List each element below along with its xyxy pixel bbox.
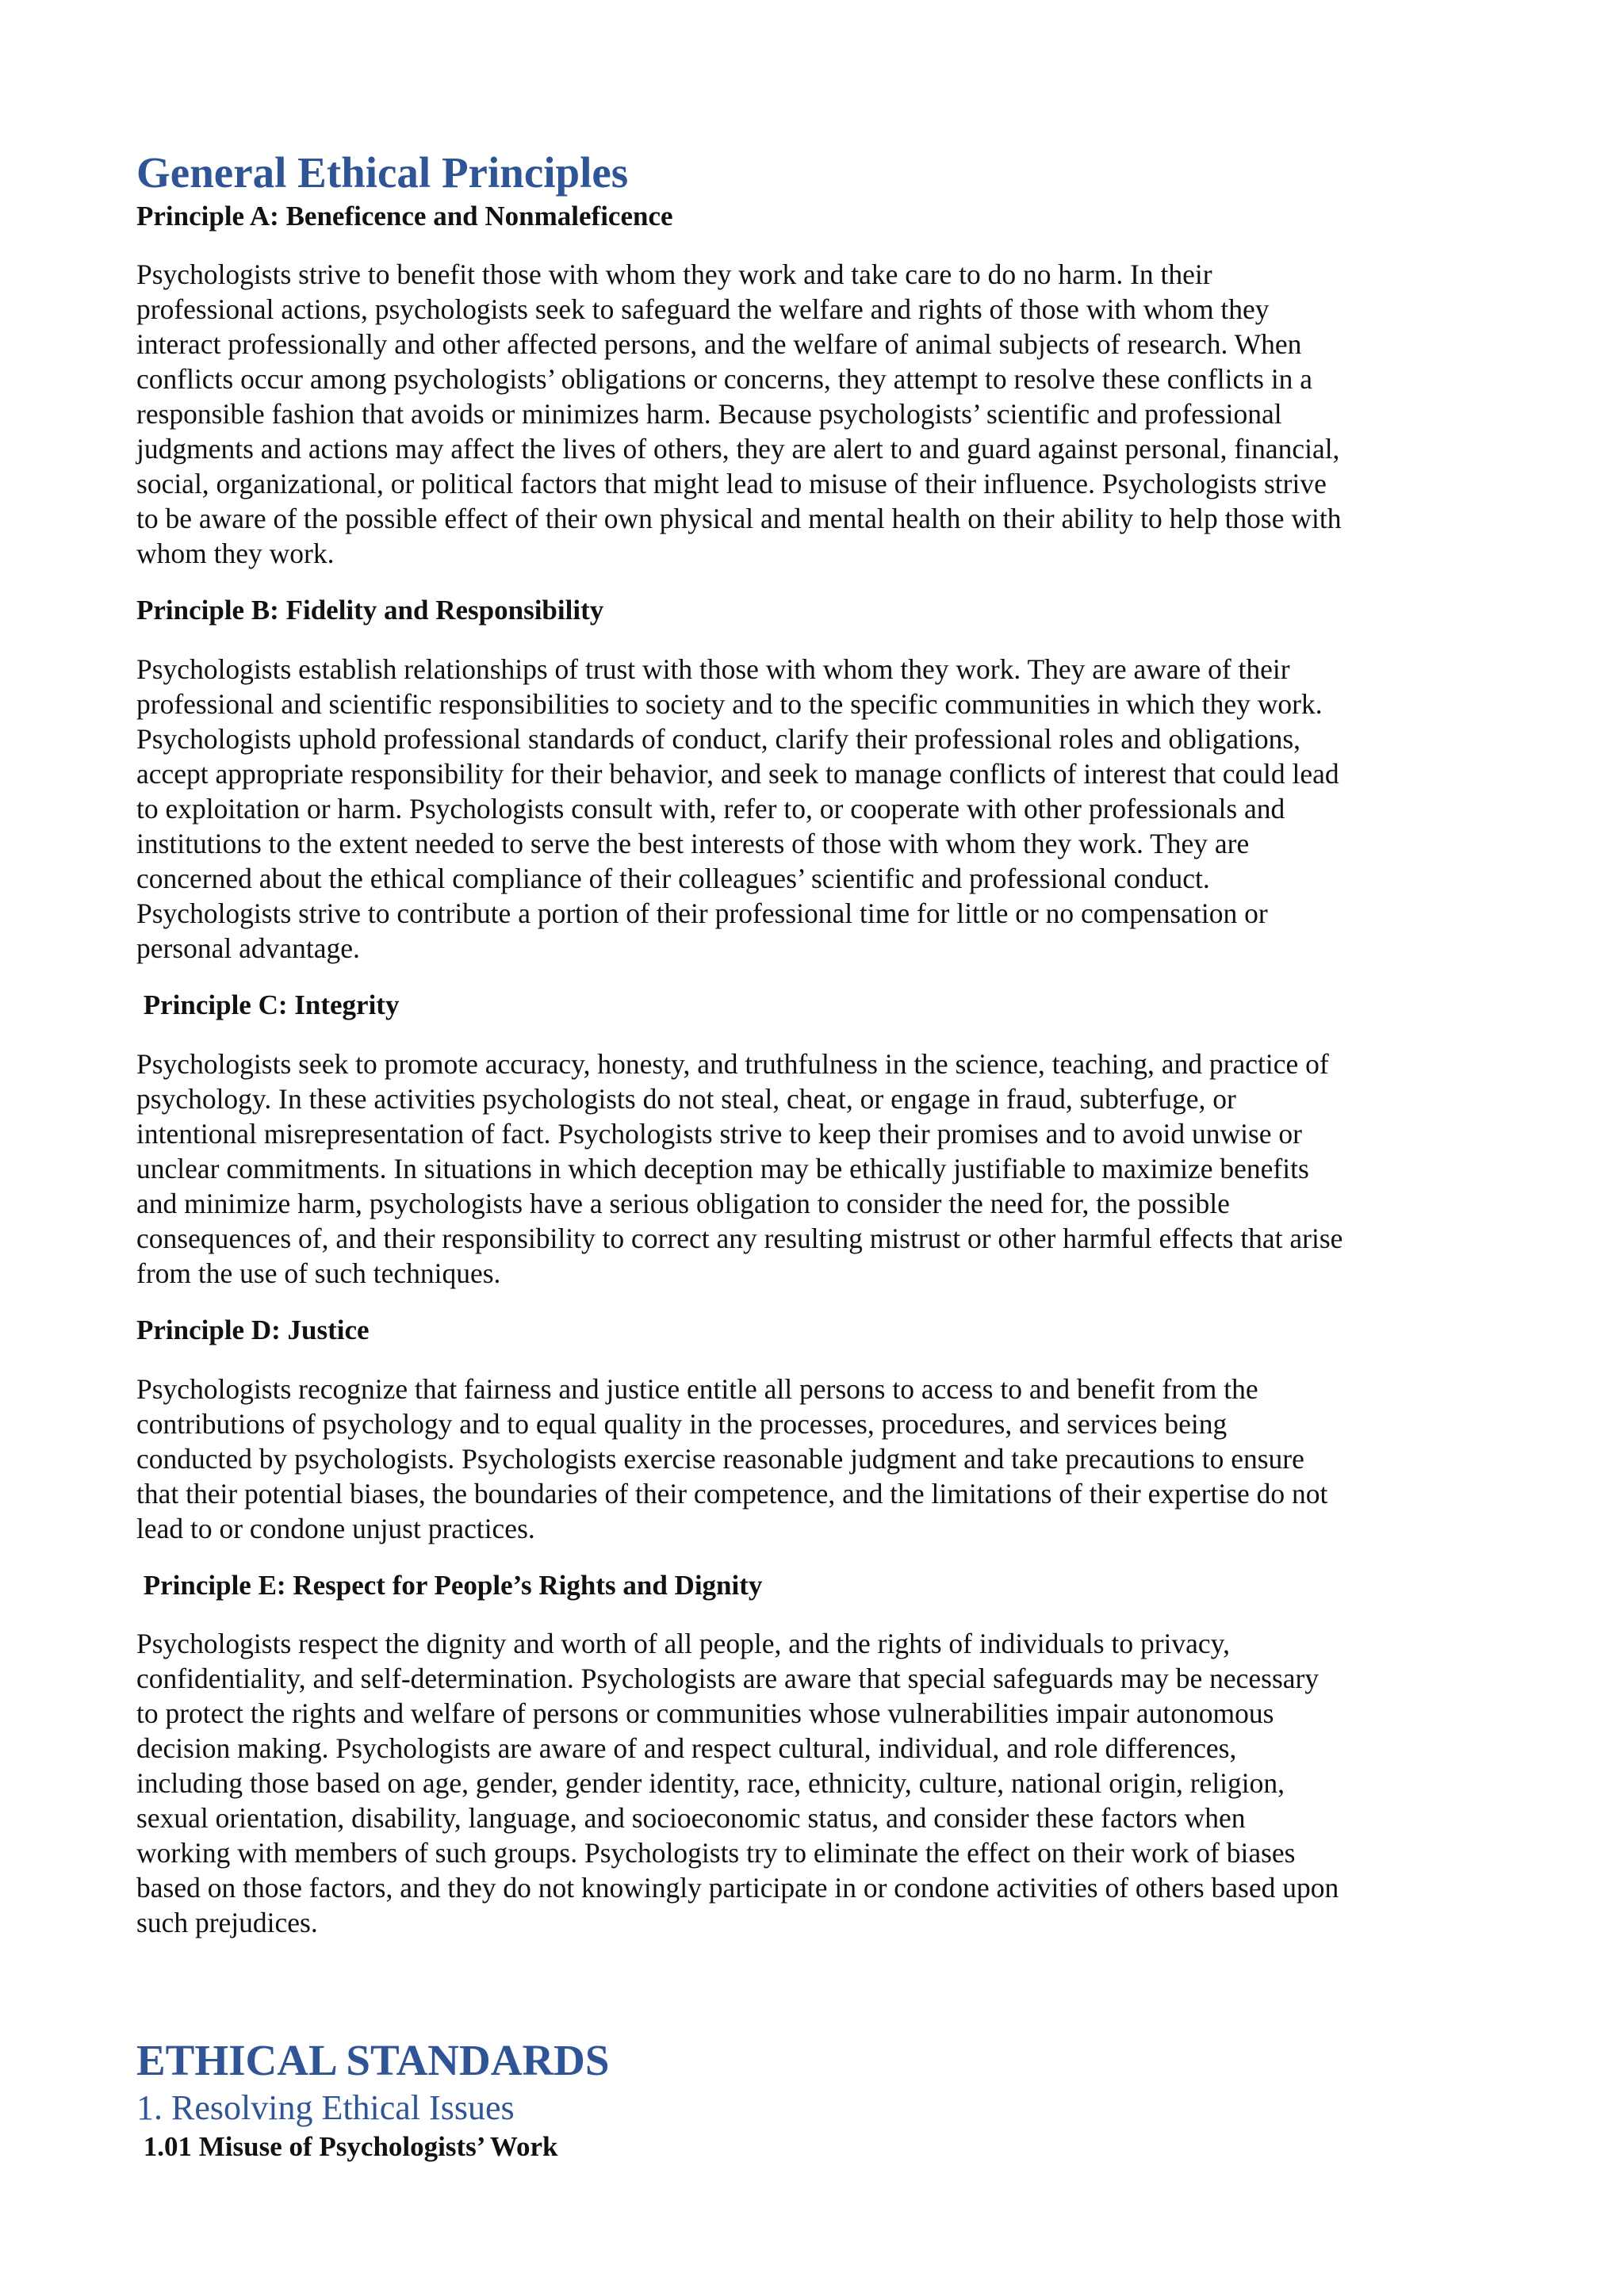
principle-d (136, 1313, 1500, 1546)
principle-body: Psychologists seek to promote accuracy, honesty, and truthfulness in the science, teaching, and practice of psychology. In these activities psychologists do not steal, cheat, or engage in fraud, subterfuge, or intentional misrepresentation of fact. Psychologists strive to keep their promises and to avoid unwise or unclear commitments. In situations in which deception may be ethically justifiable to maximize benefits and minimize harm, psychologists have a serious obligation to consider the need for, the possible consequences of, and their responsibility to correct any resulting mistrust or other harmful effects that arise from the use of such techniques. (136, 1047, 1343, 1289)
principle-heading: Principle D: Justice (136, 1314, 370, 1345)
principle-e (136, 1568, 1500, 1941)
principle-c (136, 988, 1500, 1291)
principle-heading: Principle B: Fidelity and Responsibility (136, 595, 604, 626)
principle-body: Psychologists respect the dignity and worth of all people, and the rights of individuals to privacy, confidentiality, and self-determination. Psychologists are aware that special safeguards may be necessary to protect the rights and welfare of persons or communities whose vulnerabilities impair autonomous decision making. Psychologists are aware of and respect cultural, individual, and role differences, including those based on age, gender, gender identity, race, ethnicity, culture, national origin, religion, sexual orientation, disability, language, and socioeconomic status, and consider these factors when working with members of such groups. Psychologists try to eliminate the effect on their work of biases based on those factors, and they do not knowingly participate in or condone activities of others based upon such prejudices. (136, 1628, 1339, 1939)
document-page (136, 149, 1500, 2164)
standards-title: ETHICAL STANDARDS (136, 2036, 610, 2085)
section-title: General Ethical Principles (136, 148, 629, 197)
principle-b (136, 593, 1500, 966)
principle-heading: Principle C: Integrity (136, 989, 400, 1020)
principle-heading: Principle E: Respect for People’s Rights and Dignity (136, 1569, 763, 1601)
principle-body: Psychologists establish relationships of trust with those with whom they work. They are aware of their professional and scientific responsibilities to society and to the specific communities in which they work. Psychologists uphold professional standards of conduct, clarify their professional roles and obligations, accept appropriate responsibility for their behavior, and seek to manage conflicts of interest that could lead to exploitation or harm. Psychologists consult with, refer to, or cooperate with other professionals and institutions to the extent needed to serve the best interests of those with whom they work. They are concerned about the ethical compliance of their colleagues’ scientific and professional conduct. Psychologists strive to contribute a portion of their professional time for little or no compensation or personal advantage. (136, 653, 1339, 964)
principle-body: Psychologists strive to benefit those with whom they work and take care to do no harm. In their professional actions, psychologists seek to safeguard the welfare and rights of those with whom they interact professionally and other affected persons, and the welfare of animal subjects of research. When conflicts occur among psychologists’ obligations or concerns, they attempt to resolve these conflicts in a responsible fashion that avoids or minimizes harm. Because psychologists’ scientific and professional judgments and actions may affect the lives of others, they are alert to and guard against personal, financial, social, organizational, or political factors that might lead to misuse of their influence. Psychologists strive to be aware of the possible effect of their own physical and mental health on their ability to help those with whom they work. (136, 258, 1342, 570)
standard-item-title: 1.01 Misuse of Psychologists’ Work (136, 2131, 558, 2163)
subsection-title: 1. Resolving Ethical Issues (136, 2087, 515, 2127)
principle-heading: Principle A: Beneficence and Nonmaleficence (136, 200, 673, 232)
principle-a (136, 199, 1500, 572)
principle-body: Psychologists recognize that fairness and justice entitle all persons to access to and benefit from the contributions of psychology and to equal quality in the processes, procedures, and services being conducted by psychologists. Psychologists exercise reasonable judgment and take precautions to ensure that their potential biases, the boundaries of their competence, and the limitations of their expertise do not lead to or condone unjust practices. (136, 1372, 1328, 1544)
